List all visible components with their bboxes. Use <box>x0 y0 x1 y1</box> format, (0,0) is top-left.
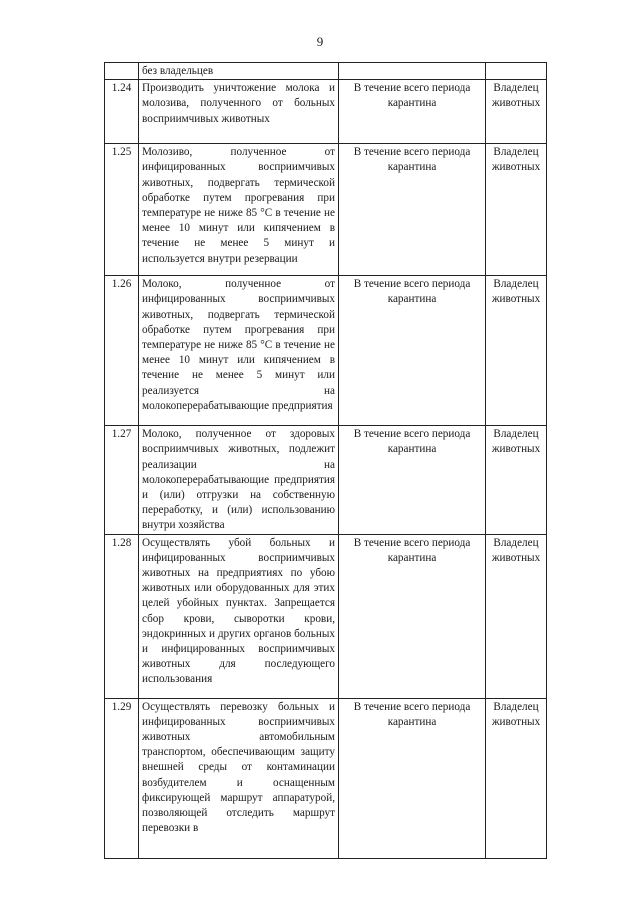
responsible-cell: Владелец животных <box>486 144 547 276</box>
row-number-cell: 1.25 <box>105 144 139 276</box>
term-cell: В течение всего периода карантина <box>339 80 486 144</box>
term-cell: В течение всего периода карантина <box>339 534 486 698</box>
row-number-cell: 1.24 <box>105 80 139 144</box>
responsible-cell: Владелец животных <box>486 534 547 698</box>
table-row <box>105 80 547 144</box>
row-number-cell: 1.28 <box>105 534 139 698</box>
responsible-cell: Владелец животных <box>486 698 547 858</box>
responsible-cell: Владелец животных <box>486 80 547 144</box>
term-cell: В течение всего периода карантина <box>339 426 486 534</box>
responsible-cell: Владелец животных <box>486 276 547 426</box>
measure-cell: Осуществлять убой больных и инфицированных восприимчивых животных на предприятиях по убою животных или оборудованных для этих целей убойных пунктах. Запрещается сбор крови, сыворотки крови, эндокринных и других органов больных и инфицированных восприимчивых животных для последующего использования <box>139 534 339 698</box>
row-number-cell <box>105 63 139 80</box>
measure-cell: Молозиво, полученное от инфицированных восприимчивых животных, подвергать термической обработке путем прогревания при температуре не ниже 85 °С в течение не менее 10 минут или кипячением в течение не менее 5 минут и используется внутри резервации <box>139 144 339 276</box>
measure-cell: Производить уничтожение молока и молозива, полученного от больных восприимчивых животных <box>139 80 339 144</box>
table-row <box>105 276 547 426</box>
measure-cell: Осуществлять перевозку больных и инфицированных восприимчивых животных автомобильным транспортом, обеспечивающим защиту внешней среды от контаминации возбудителем и оснащенным фиксирующей маршрут аппаратурой, позволяющей отследить маршрут перевозки в <box>139 698 339 858</box>
table-row-continuation <box>105 63 547 80</box>
table-row <box>105 534 547 698</box>
term-cell <box>339 63 486 80</box>
measure-cell: Молоко, полученное от инфицированных восприимчивых животных, подвергать термической обработке путем прогревания при температуре не ниже 85 °С в течение не менее 10 минут или кипячением в течение не менее 5 минут или реализуется на молокоперерабатывающие предприятия <box>139 276 339 426</box>
table-row <box>105 144 547 276</box>
term-cell: В течение всего периода карантина <box>339 276 486 426</box>
responsible-cell: Владелец животных <box>486 426 547 534</box>
page-number: 9 <box>316 34 324 49</box>
responsible-cell <box>486 63 547 80</box>
table-row <box>105 426 547 534</box>
term-cell: В течение всего периода карантина <box>339 698 486 858</box>
row-number-cell: 1.27 <box>105 426 139 534</box>
measure-cell: без владельцев <box>139 63 339 80</box>
measures-table <box>104 62 547 859</box>
measure-cell: Молоко, полученное от здоровых восприимчивых животных, подлежит реализации на молокоперерабатывающие предприятия и (или) отгрузки на собственную переработку, и (или) использованию внутри хозяйства <box>139 426 339 534</box>
table-row <box>105 698 547 858</box>
row-number-cell: 1.26 <box>105 276 139 426</box>
term-cell: В течение всего периода карантина <box>339 144 486 276</box>
row-number-cell: 1.29 <box>105 698 139 858</box>
